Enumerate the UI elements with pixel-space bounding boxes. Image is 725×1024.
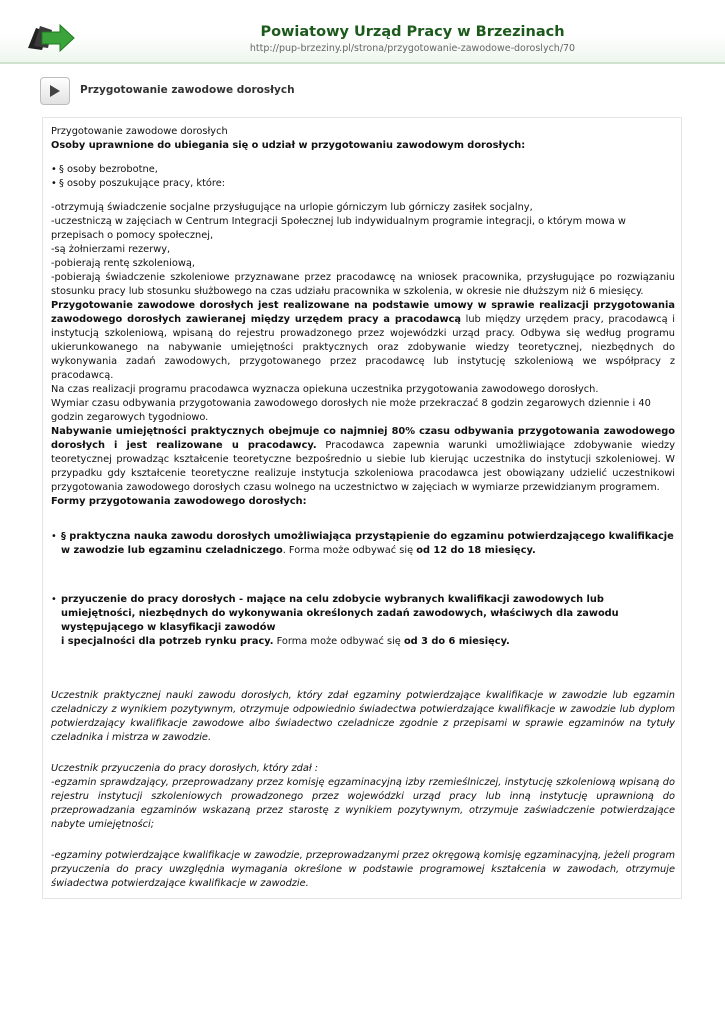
italic-paragraph-1: Uczestnik praktycznej nauki zawodu dorosłych, który zdał egzaminy potwierdzające kwalifikacje w zawodzie lub egzamin czeladniczy z wynikiem pozytywnym, otrzymuje odpowiednio świadectwa potwierdzające kwalifikacje w zawodzie lub dyplom potwierdzający kwalifikacje zawodowe albo świadectwo czeladnicze zgodnie z przepisami w sprawie egzaminów na tytuły czeladnika i mistrza w zawodzie. [51,690,675,743]
realization-paragraph: Przygotowanie zawodowe dorosłych jest realizowane na podstawie umowy w sprawie realizacji przygotowania zawodowego dorosłych zawieranej między urzędem pracy a pracodawcą lub między urzędem pracy, pracodawcą i instytucją szkoleniową, wpisaną do rejestru prowadzonego przez wojewódzki urząd pracy. Odbywa się według programu ukierunkowanego na nabywanie umiejętności praktycznych oraz zdobywanie wiedzy teoretycznej, niezbędnych do wykonywania zadań zawodowych, przygotowanego przez pracodawcę lub instytucję szkoleniową we współpracy z pracodawcą. [51,300,675,381]
practical-paragraph: Nabywanie umiejętności praktycznych obejmuje co najmniej 80% czasu odbywania przygotowania zawodowego dorosłych i jest realizowane u pracodawcy. Pracodawca zapewnia warunki umożliwiające zdobywanie wiedzy teoretycznej prowadząc kształcenie teoretyczne bezpośrednio u siebie lub kierując uczestnika do instytucji szkoleniowej. W przypadku gdy kształcenie teoretyczne realizuje instytucja szkoleniowa pracodawca jest obowiązany udzielić uczestnikowi przygotowania zawodowego dorosłych czasu wolnego na uczestnictwo w zajęciach w wymiarze przewidzianym programem. [51,426,676,493]
form-item-1: • § praktyczna nauka zawodu dorosłych umożliwiająca przystąpienie do egzaminu potwierdzającego kwalifikacje w zawodzie lub egzaminu czeladniczego. Forma może odbywać się od 12 do 18 miesięcy. [51,531,674,556]
article-top [51,125,675,153]
list-item: • § osoby bezrobotne, [51,164,158,175]
condition-item: -pobierają świadczenie szkoleniowe przyznawane przez pracodawcę na wniosek pracownika, przysługujące po rozwiązaniu stosunku pracy lub stosunku służbowego na czas udziału pracownika w szkolenia, w okresie nie dłuższym niż 6 miesięcy. [51,272,675,297]
logo-arrow-icon [26,22,76,54]
eligible-heading: Osoby uprawnione do ubiegania się o udział w przygotowaniu zawodowym dorosłych: [51,140,526,151]
list-item: • § osoby poszukujące pracy, które: [51,178,226,189]
condition-item: -otrzymują świadczenie socjalne przysługujące na urlopie górniczym lub górniczy zasiłek socjalny, [51,202,533,213]
site-title: Powiatowy Urząd Pracy w Brzezinach [260,24,565,40]
supervisor-text: Na czas realizacji programu pracodawca wyznacza opiekuna uczestnika przygotowania zawodowego dorosłych. [51,384,599,395]
condition-item: -są żołnierzami rezerwy, [51,244,171,255]
page-title: Przygotowanie zawodowe dorosłych [80,84,295,96]
page-url[interactable]: http://pup-brzeziny.pl/strona/przygotowanie-zawodowe-doroslych/70 [249,43,576,54]
italic-paragraph-3: -egzaminy potwierdzające kwalifikacje w zawodzie, przeprowadzanymi przez okręgową komisję egzaminacyjną, jeżeli program przyuczenia do pracy uwzględnia wymagania określone w podstawie programowej kształcenia w zawodach, otrzymuje świadectwa potwierdzające kwalifikacje w zawodzie. [51,850,675,889]
form2-title: przyuczenie do pracy dorosłych - mające na celu zdobycie wybranych kwalifikacji zawodowych lub umiejętności, niezbędnych do wykonywania określonych zadań zawodowych, właściwych dla zawodu występującego w klasyfikacji zawodów [61,594,619,633]
forms-heading: Formy przygotowania zawodowego dorosłych: [51,496,307,507]
condition-item: -uczestniczą w zajęciach w Centrum Integracji Społecznej lub indywidualnym programie integracji, o którym mowa w przepisach o pomocy społecznej, [51,216,626,241]
form-item-2: • przyuczenie do pracy dorosłych - mające na celu zdobycie wybranych kwalifikacji zawodowych lub umiejętności, niezbędnych do wykonywania określonych zadań zawodowych, właściwych dla zawodu występującego w klasyfikacji zawodów i specjalności dla potrzeb rynku pracy. Forma może odbywać się od 3 do 6 miesięcy. [51,594,619,647]
italic-paragraph-2: Uczestnik przyuczenia do pracy dorosłych, który zdał : -egzamin sprawdzający, przeprowadzany przez komisję egzaminacyjną izby rzemieślniczej, instytucję szkoleniową wpisaną do rejestru instytucji szkoleniowych prowadzonego przez wojewódzki urząd pracy lub inną instytucję uprawnioną do przeprowadzania egzaminów wskazaną przez starostę z wynikiem pozytywnym, otrzymuje zaświadczenie potwierdzające nabyte umiejętności; [51,763,675,830]
eligible-list [51,163,675,191]
play-arrow-icon [48,84,62,98]
form1-title: § praktyczna nauka zawodu dorosłych umożliwiająca przystąpienie do egzaminu potwierdzającego kwalifikacje w zawodzie lub egzaminu czeladniczego [61,531,674,556]
condition-item: -pobierają rentę szkoleniową, [51,258,195,269]
page-arrow-button[interactable] [40,77,70,105]
intro-text: Przygotowanie zawodowe dorosłych [51,126,228,137]
time-limit-text: Wymiar czasu odbywania przygotowania zawodowego dorosłych nie może przekraczać 8 godzin zegarowych dziennie i 40 godzin zegarowych tygodniowo. [51,398,651,423]
site-header [0,0,725,64]
article-main [51,201,675,509]
